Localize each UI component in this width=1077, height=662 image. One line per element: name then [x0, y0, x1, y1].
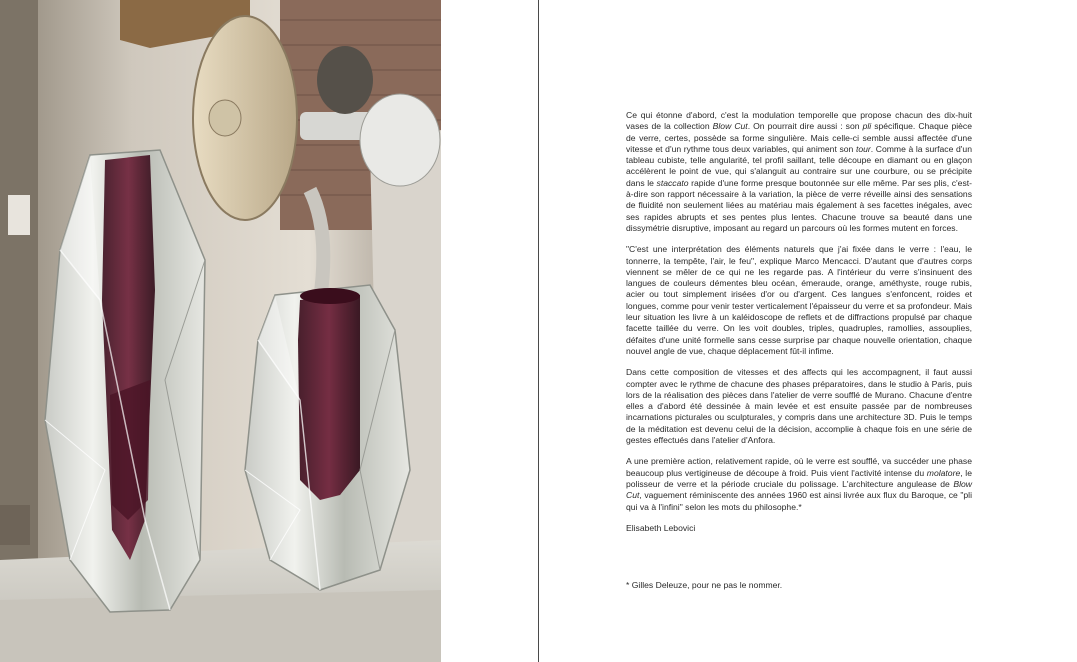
footnote: * Gilles Deleuze, pour ne pas le nommer. [626, 580, 783, 590]
right-vase [245, 285, 410, 590]
italic-run: pli [862, 121, 872, 132]
paragraph-4 [626, 456, 972, 512]
author-signature: Elisabeth Lebovici [626, 522, 696, 533]
paragraph-2 [626, 244, 972, 357]
text-run: . On pourrait dire aussi : son [747, 121, 863, 132]
text-run: A une première action, relativement rapide, où le verre est soufflé, va succéder une phase beaucoup plus vertigineuse de découpe à froid. Puis vient l'activité intense du [626, 456, 972, 478]
text-run: Dans cette composition de vitesses et des affects qui les accompagnent, il faut aussi compter avec le rythme de chacune des phases préparatoires, dans le studio à Paris, puis lors de la réalisation des pièces dans l'atelier de verre soufflé de Murano. Chacune d'entre elles a d'abord été dessinée à main levée et est ensuite passée par de nombreuses incarnations picturales ou sculpturales, y compris dans une architecture 3D. Puis le temps de la méditation est devenu celui de la décision, accomplie à chaque fois en une série de gestes effectués dans l'atelier d'Anfora. [626, 367, 972, 446]
italic-run: molatore [926, 467, 961, 478]
text-run: , le polisseur de verre et la période cruciale du polissage. L'architecture angulease de [626, 467, 972, 489]
text-run: . Comme à la surface d'un tableau cubiste, telle angularité, tel profil saillant, telle découpe en diamant ou en glaçon accélèrent le point de vue, qui s'alanguit au contraire sur une courbure, ou se précipite dans le [626, 143, 972, 188]
photo-blow-cut-vases [0, 0, 441, 662]
left-vase [45, 150, 205, 612]
italic-run: staccato [656, 177, 689, 188]
text-run: Ce qui étonne d'abord, c'est la modulation temporelle que propose chacun des dix-huit vases de la collection [626, 110, 972, 132]
paragraph-1 [626, 110, 972, 234]
text-run: , vaguement réminiscente des années 1960 est ainsi livrée aux flux du Baroque, ce "pli qui va à l'infini" selon les mots du philosophe.* [626, 490, 972, 512]
essay-text [626, 110, 973, 590]
text-run: spécifique. Chaque pièce de verre, certes, possède sa forme singulière. Mais celle-ci semble aussi affectée d'une vitesse et d'un rythme tous deux variables, qui animent son [626, 121, 973, 154]
text-run: "C'est une interprétation des éléments naturels que j'ai fixée dans le verre : l'eau, le tonnerre, la tempête, l'air, le feu", explique Marco Mencacci. D'autant que d'autres corps viennent se mêler de ce qui ne les regarde pas. A l'intérieur du verre s'insinuent des langues de couleurs démentes bleu océan, émeraude, orange, améthyste, rouge rubis, acier ou tout simplement irisées d'or ou d'argent. Ces langues s'enfoncent, roides et longues, comme pour venir tester verticalement l'épaisseur du verre et sa profondeur. Mais leur situation les livre à un kaléidoscope de reflets et de diffractions propulsé par chaque facette taillée du verre. On les voit doubles, triples, quadruples, ramollies, assouplies, défaites d'une unité formelle sans cesse surprise par chaque nouvelle orientation, chaque nouvel angle de vue, chaque déplacement fût-il infime. [626, 244, 972, 356]
italic-run: Blow Cut [712, 121, 748, 132]
italic-run: Blow Cut [626, 478, 972, 501]
italic-run: tour [855, 143, 871, 154]
text-run: rapide d'une forme presque boutonnée sur elle même. Par ses plis, c'est-à-dire son rapport nécessaire à la variation, la pièce de verre réveille ainsi des sensations de fluidité non seulement liées au matériau mais également à ses facettes inégales, avec ses rapides abrupts et ses pentes plus lentes. Chacune trouve sa beauté dans une dissymétrie disruptive, imposant au regard un parcours où les formes mutent en forces. [626, 177, 972, 233]
page-gutter [441, 0, 538, 662]
workshop-photo-illustration [0, 0, 441, 662]
paragraph-3 [626, 367, 972, 446]
spine-line [538, 0, 539, 662]
